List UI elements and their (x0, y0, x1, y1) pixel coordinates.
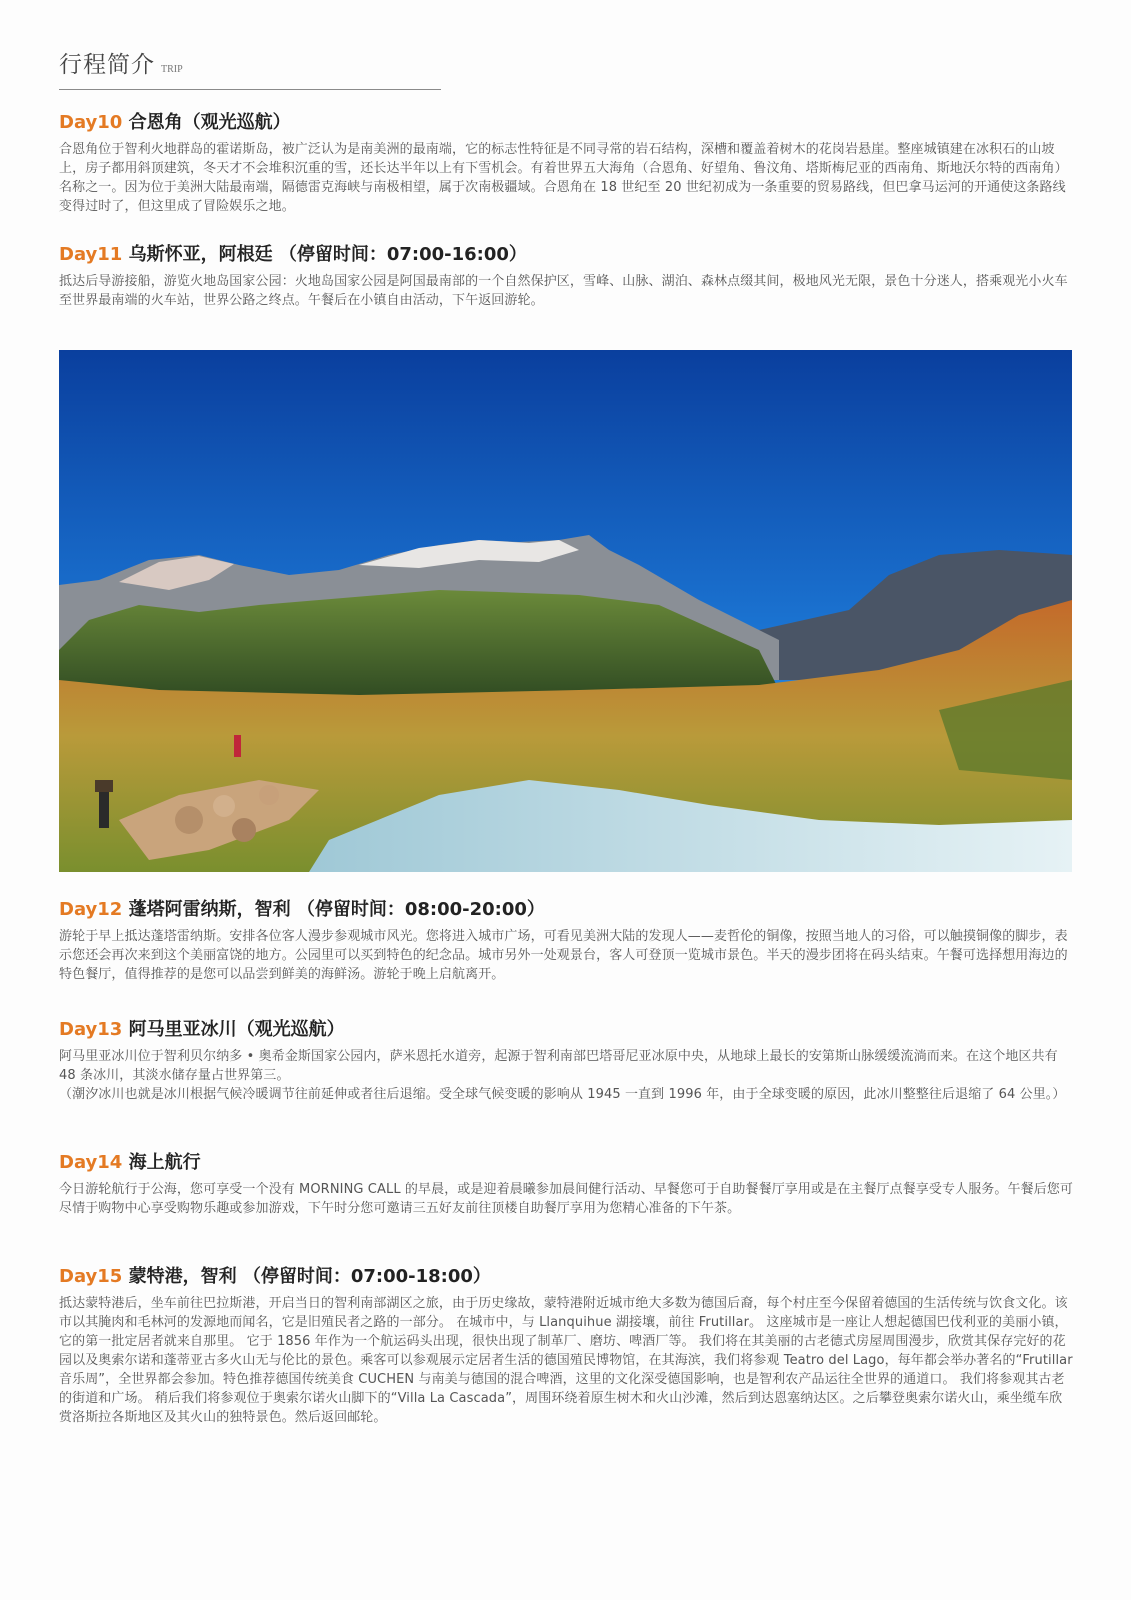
day11-heading (59, 240, 1074, 266)
day15-body: 抵达蒙特港后，坐车前往巴拉斯港，开启当日的智利南部湖区之旅，由于历史缘故，蒙特港附近城市绝大多数为德国后裔，每个村庄至今保留着德国的生活传统与饮食文化。该市以其腌肉和毛林河的发源地而闻名，它是旧殖民者之路的一部分。 在城市中，与 Llanquihue 湖接壤，前往 Frutillar。 这座城市是一座让人想起德国巴伐利亚的美丽小镇，它的第一批定居者就来自那里。 它于 1856 年作为一个航运码头出现，很快出现了制革厂、磨坊、啤酒厂等。 我们将在其美丽的古老德式房屋周围漫步，欣赏其保存完好的花园以及奥索尔诺和蓬蒂亚古多火山无与伦比的景色。乘客可以参观展示定居者生活的德国殖民博物馆，在其海滨，我们将参观 Teatro del Lago，每年都会举办著名的“Frutillar 音乐周”，全世界都会参加。特色推荐德国传统美食 CUCHEN 与南美与德国的混合啤酒，这里的文化深受德国影响，也是智利农产品运往全世界的通道口。 我们将参观其古老的街道和广场。 稍后我们将参观位于奥索尔诺火山脚下的“Villa La Cascada”，周围环绕着原生树木和火山沙滩，然后到达恩塞纳达区。之后攀登奥索尔诺火山，乘坐缆车欣赏洛斯拉各斯地区及其火山的独特景色。然后返回邮轮。 (59, 1296, 1073, 1425)
day15-section (59, 1262, 1074, 1427)
patagonia-landscape-photo (59, 350, 1072, 872)
day12-heading (59, 895, 1074, 921)
day-title: 阿马里亚冰川（观光巡航） (122, 1019, 345, 1040)
day-title: 合恩角（观光巡航） (122, 112, 291, 133)
day-title: 蒙特港，智利 （停留时间：07:00-18:00） (122, 1266, 491, 1287)
day-title: 乌斯怀亚，阿根廷 （停留时间：07:00-16:00） (122, 244, 527, 265)
day13-note: （潮汐冰川也就是冰川根据气候冷暖调节往前延伸或者往后退缩。受全球气候变暖的影响从 1945 一直到 1996 年，由于全球变暖的原因，此冰川整整往后退缩了 64 公里。） (59, 1087, 1066, 1102)
page-title: 行程简介 (59, 52, 155, 78)
landscape-illustration (59, 350, 1072, 872)
day-label: Day12 (59, 899, 123, 920)
day10-heading (59, 108, 1074, 134)
day11-section (59, 240, 1074, 310)
day12-body: 游轮于早上抵达蓬塔雷纳斯。安排各位客人漫步参观城市风光。您将进入城市广场，可看见美洲大陆的发现人——麦哲伦的铜像，按照当地人的习俗，可以触摸铜像的脚步，表示您还会再次来到这个美丽富饶的地方。公园里可以买到特色的纪念品。城市另外一处观景台，客人可登顶一览城市景色。半天的漫步团将在码头结束。午餐可选择想用海边的特色餐厅，值得推荐的是您可以品尝到鲜美的海鲜汤。游轮于晚上启航离开。 (59, 929, 1068, 982)
day10-body: 合恩角位于智利火地群岛的霍诺斯岛，被广泛认为是南美洲的最南端，它的标志性特征是不同寻常的岩石结构，深槽和覆盖着树木的花岗岩悬崖。整座城镇建在冰积石的山坡上，房子都用斜顶建筑，冬天才不会堆积沉重的雪，还长达半年以上有下雪机会。有着世界五大海角（合恩角、好望角、鲁汶角、塔斯梅尼亚的西南角、斯地沃尔特的西南角）名称之一。因为位于美洲大陆最南端，隔德雷克海峡与南极相望，属于次南极疆域。合恩角在 18 世纪至 20 世纪初成为一条重要的贸易路线，但巴拿马运河的开通使这条路线变得过时了，但这里成了冒险娱乐之地。 (59, 142, 1068, 214)
day14-section (59, 1148, 1074, 1218)
day-label: Day11 (59, 244, 123, 265)
day-label: Day15 (59, 1266, 123, 1287)
day-title: 蓬塔阿雷纳斯，智利 （停留时间：08:00-20:00） (122, 899, 545, 920)
day13-section (59, 1015, 1074, 1104)
day13-heading (59, 1015, 1074, 1041)
day10-section (59, 108, 1074, 216)
day-label: Day13 (59, 1019, 123, 1040)
day11-body: 抵达后导游接船，游览火地岛国家公园：火地岛国家公园是阿国最南部的一个自然保护区，雪峰、山脉、湖泊、森林点缀其间，极地风光无限，景色十分迷人，搭乘观光小火车至世界最南端的火车站，世界公路之终点。午餐后在小镇自由活动，下午返回游轮。 (59, 274, 1068, 308)
day-label: Day14 (59, 1152, 123, 1173)
day-label: Day10 (59, 112, 123, 133)
day12-section (59, 895, 1074, 984)
day-title: 海上航行 (122, 1152, 201, 1173)
day13-body: 阿马里亚冰川位于智利贝尔纳多 • 奥希金斯国家公园内，萨米恩托水道旁，起源于智利南部巴塔哥尼亚冰原中央，从地球上最长的安第斯山脉缓缓流淌而来。在这个地区共有 48 条冰川，其淡水储存量占世界第三。 (59, 1049, 1058, 1083)
page-subtitle: TRIP (161, 64, 183, 75)
page-header (59, 46, 441, 90)
day14-heading (59, 1148, 1074, 1174)
day15-heading (59, 1262, 1074, 1288)
day14-body: 今日游轮航行于公海，您可享受一个没有 MORNING CALL 的早晨，或是迎着晨曦参加晨间健行活动、早餐您可于自助餐餐厅享用或是在主餐厅点餐享受专人服务。午餐后您可尽情于购物中心享受购物乐趣或参加游戏，下午时分您可邀请三五好友前往顶楼自助餐厅享用为您精心准备的下午茶。 (59, 1182, 1073, 1216)
